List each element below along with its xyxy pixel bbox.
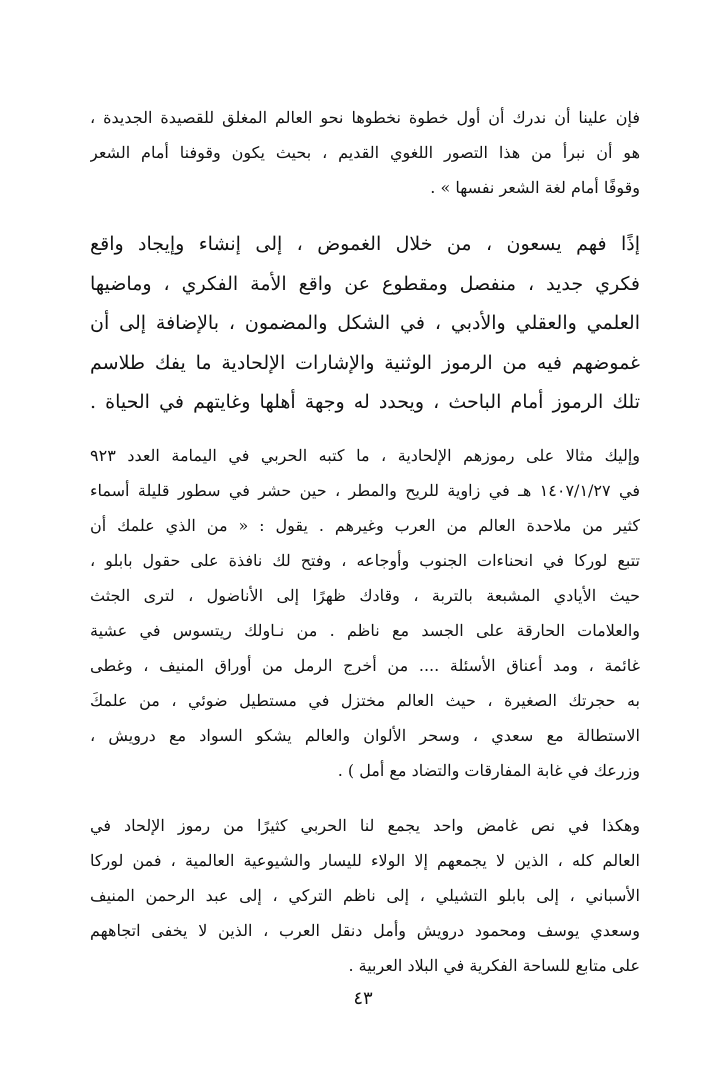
text-line: والعلامات الحارقة على الجسد مع ناظم . من نـاولك ريتسوس في عشية	[90, 620, 640, 640]
text-line: به حجرتك الصغيرة ، حيث العالم مختزل في مستطيل ضوئي ، من علمكَ	[90, 690, 640, 710]
text-line: إذًا فهم يسعون ، من خلال الغموض ، إلى إنشاء وإيجاد واقع	[90, 233, 640, 255]
text-line: على متابع للساحة الفكرية في البلاد العربية .	[348, 955, 640, 975]
paragraph-example-quote	[90, 438, 640, 788]
text-line: وسعدي يوسف ومحمود درويش وأمل دنقل العرب ، الذين لا يخفى اتجاههم	[90, 920, 640, 940]
text-line: وإليك مثالا على رموزهم الإلحادية ، ما كتبه الحربي في اليمامة العدد ٩٢٣	[90, 445, 640, 465]
text-line: هو أن نبرأ من هذا التصور اللغوي القديم ، بحيث يكون وقوفنا أمام الشعر	[90, 143, 640, 162]
text-line: وقوفًا أمام لغة الشعر نفسها » .	[430, 178, 640, 197]
text-line: العلمي والعقلي والأدبي ، في الشكل والمضمون ، بالإضافة إلى أن	[90, 312, 640, 334]
text-line: كثير من ملاحدة العالم من العرب وغيرهم . يقول : « من الذي علمك أن	[90, 515, 640, 535]
text-line: في ١٤٠٧/١/٢٧ هـ في زاوية للريح والمطر ، حين حشر في سطور قليلة أسماء	[90, 480, 640, 500]
text-line: غائمة ، ومد أعناق الأسئلة .... من أخرج الرمل من أوراق المنيف ، وغطى	[90, 655, 640, 675]
text-line: غموضهم فيه من الرموز الوثنية والإشارات الإلحادية ما يفك طلاسم	[90, 351, 640, 374]
text-line: فكري جديد ، منفصل ومقطوع عن واقع الأمة الفكري ، وماضيها	[90, 272, 640, 295]
text-line: تلك الرموز أمام الباحث ، ويحدد له وجهة أهلها وغايتهم في الحياة .	[90, 391, 640, 413]
text-line: تتبع لوركا في انحناءات الجنوب وأوجاعه ، وفتح لك نافذة على حقول بابلو ،	[90, 550, 640, 570]
body-text	[90, 100, 640, 983]
text-line: فإن علينا أن ندرك أن أول خطوة نخطوها نحو العالم المغلق للقصيدة الجديدة ،	[90, 108, 640, 127]
page-number: ٤٣	[353, 988, 373, 1009]
paragraph-ambiguity	[90, 225, 640, 423]
text-line: وهكذا في نص غامض واحد يجمع لنا الحربي كثيرًا من رموز الإلحاد في	[90, 815, 640, 835]
text-line: العالم كله ، الذين لا يجمعهم إلا الولاء لليسار والشيوعية العالمية ، فمن لوركا	[90, 850, 640, 870]
text-line: الأسباني ، إلى بابلو التشيلي ، إلى ناظم التركي ، إلى عبد الرحمن المنيف	[90, 885, 640, 905]
paragraph-quote-ending	[90, 100, 640, 205]
text-line: الاستطالة مع سعدي ، وسحر الألوان والعالم يشكو السواد مع درويش ،	[90, 725, 640, 745]
paragraph-conclusion	[90, 808, 640, 983]
text-line: حيث الأيادي المشبعة بالتربة ، وقادك ظهرًا إلى الأناضول ، لترى الجثث	[90, 585, 640, 605]
text-line: وزرعك في غابة المفارقات والتضاد مع أمل ) .	[337, 760, 640, 780]
